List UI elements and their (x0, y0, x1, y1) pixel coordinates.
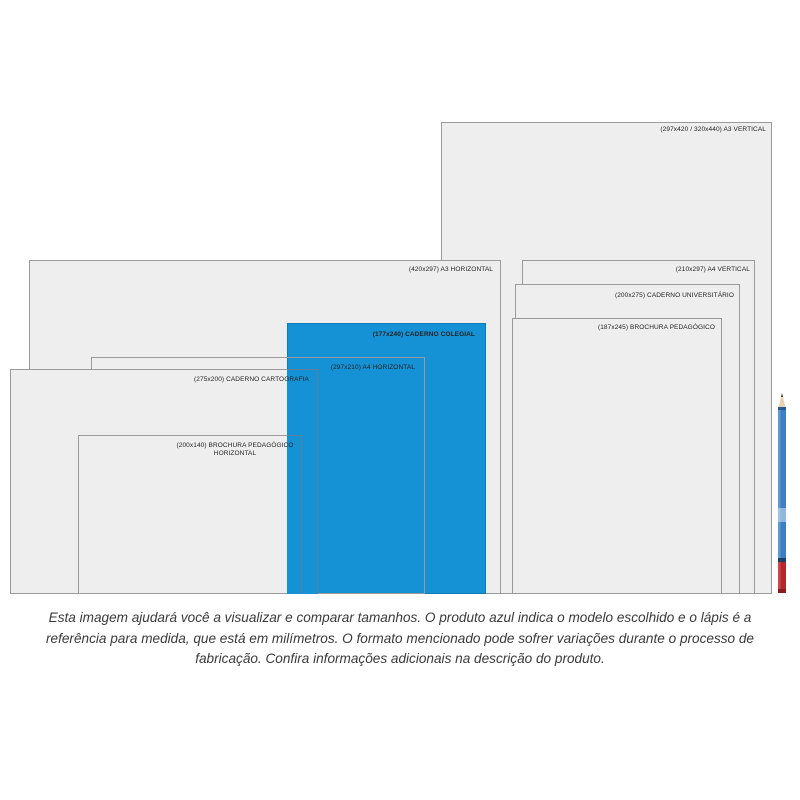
sheet-caderno-cartografia-label: (275x200) CADERNO CARTOGRAFIA (194, 376, 309, 383)
sheet-brochura-pedagogico-horizontal (78, 435, 302, 594)
sheet-a3-horizontal-label: (420x297) A3 HORIZONTAL (408, 266, 493, 273)
sheet-caderno-universitario-label: (200x275) CADERNO UNIVERSITÁRIO (614, 292, 734, 299)
sheet-a4-vertical-label: (210x297) A4 VERTICAL (675, 266, 750, 273)
sheet-brochura-pedagogico-horizontal-label: (200x140) BROCHURA PEDAGÓGICO HORIZONTAL (176, 442, 294, 457)
caption-text: Esta imagem ajudará você a visualizar e comparar tamanhos. O produto azul indica o modelo escolhido e o lápis é a referência para medida, que está em milímetros. O formato mencionado pode sofrer variações durante o processo de fabricação. Confira informações adicionais na descrição do produto. (46, 610, 754, 666)
sheet-caderno-colegial-label: (177x240) CADERNO COLEGIAL (372, 331, 475, 338)
sheet-caderno-colegial-overlap-2 (287, 435, 302, 594)
sheet-a4-horizontal-label: (297x210) A4 HORIZONTAL (330, 364, 415, 371)
sheet-brochura-pedagogico (512, 318, 722, 594)
sheet-a3-vertical-label: (297x420 / 320x440) A3 VERTICAL (660, 126, 766, 133)
sheet-brochura-pedagogico-label: (187x245) BROCHURA PEDAGÓGICO (597, 324, 715, 331)
pencil-icon (775, 393, 789, 593)
